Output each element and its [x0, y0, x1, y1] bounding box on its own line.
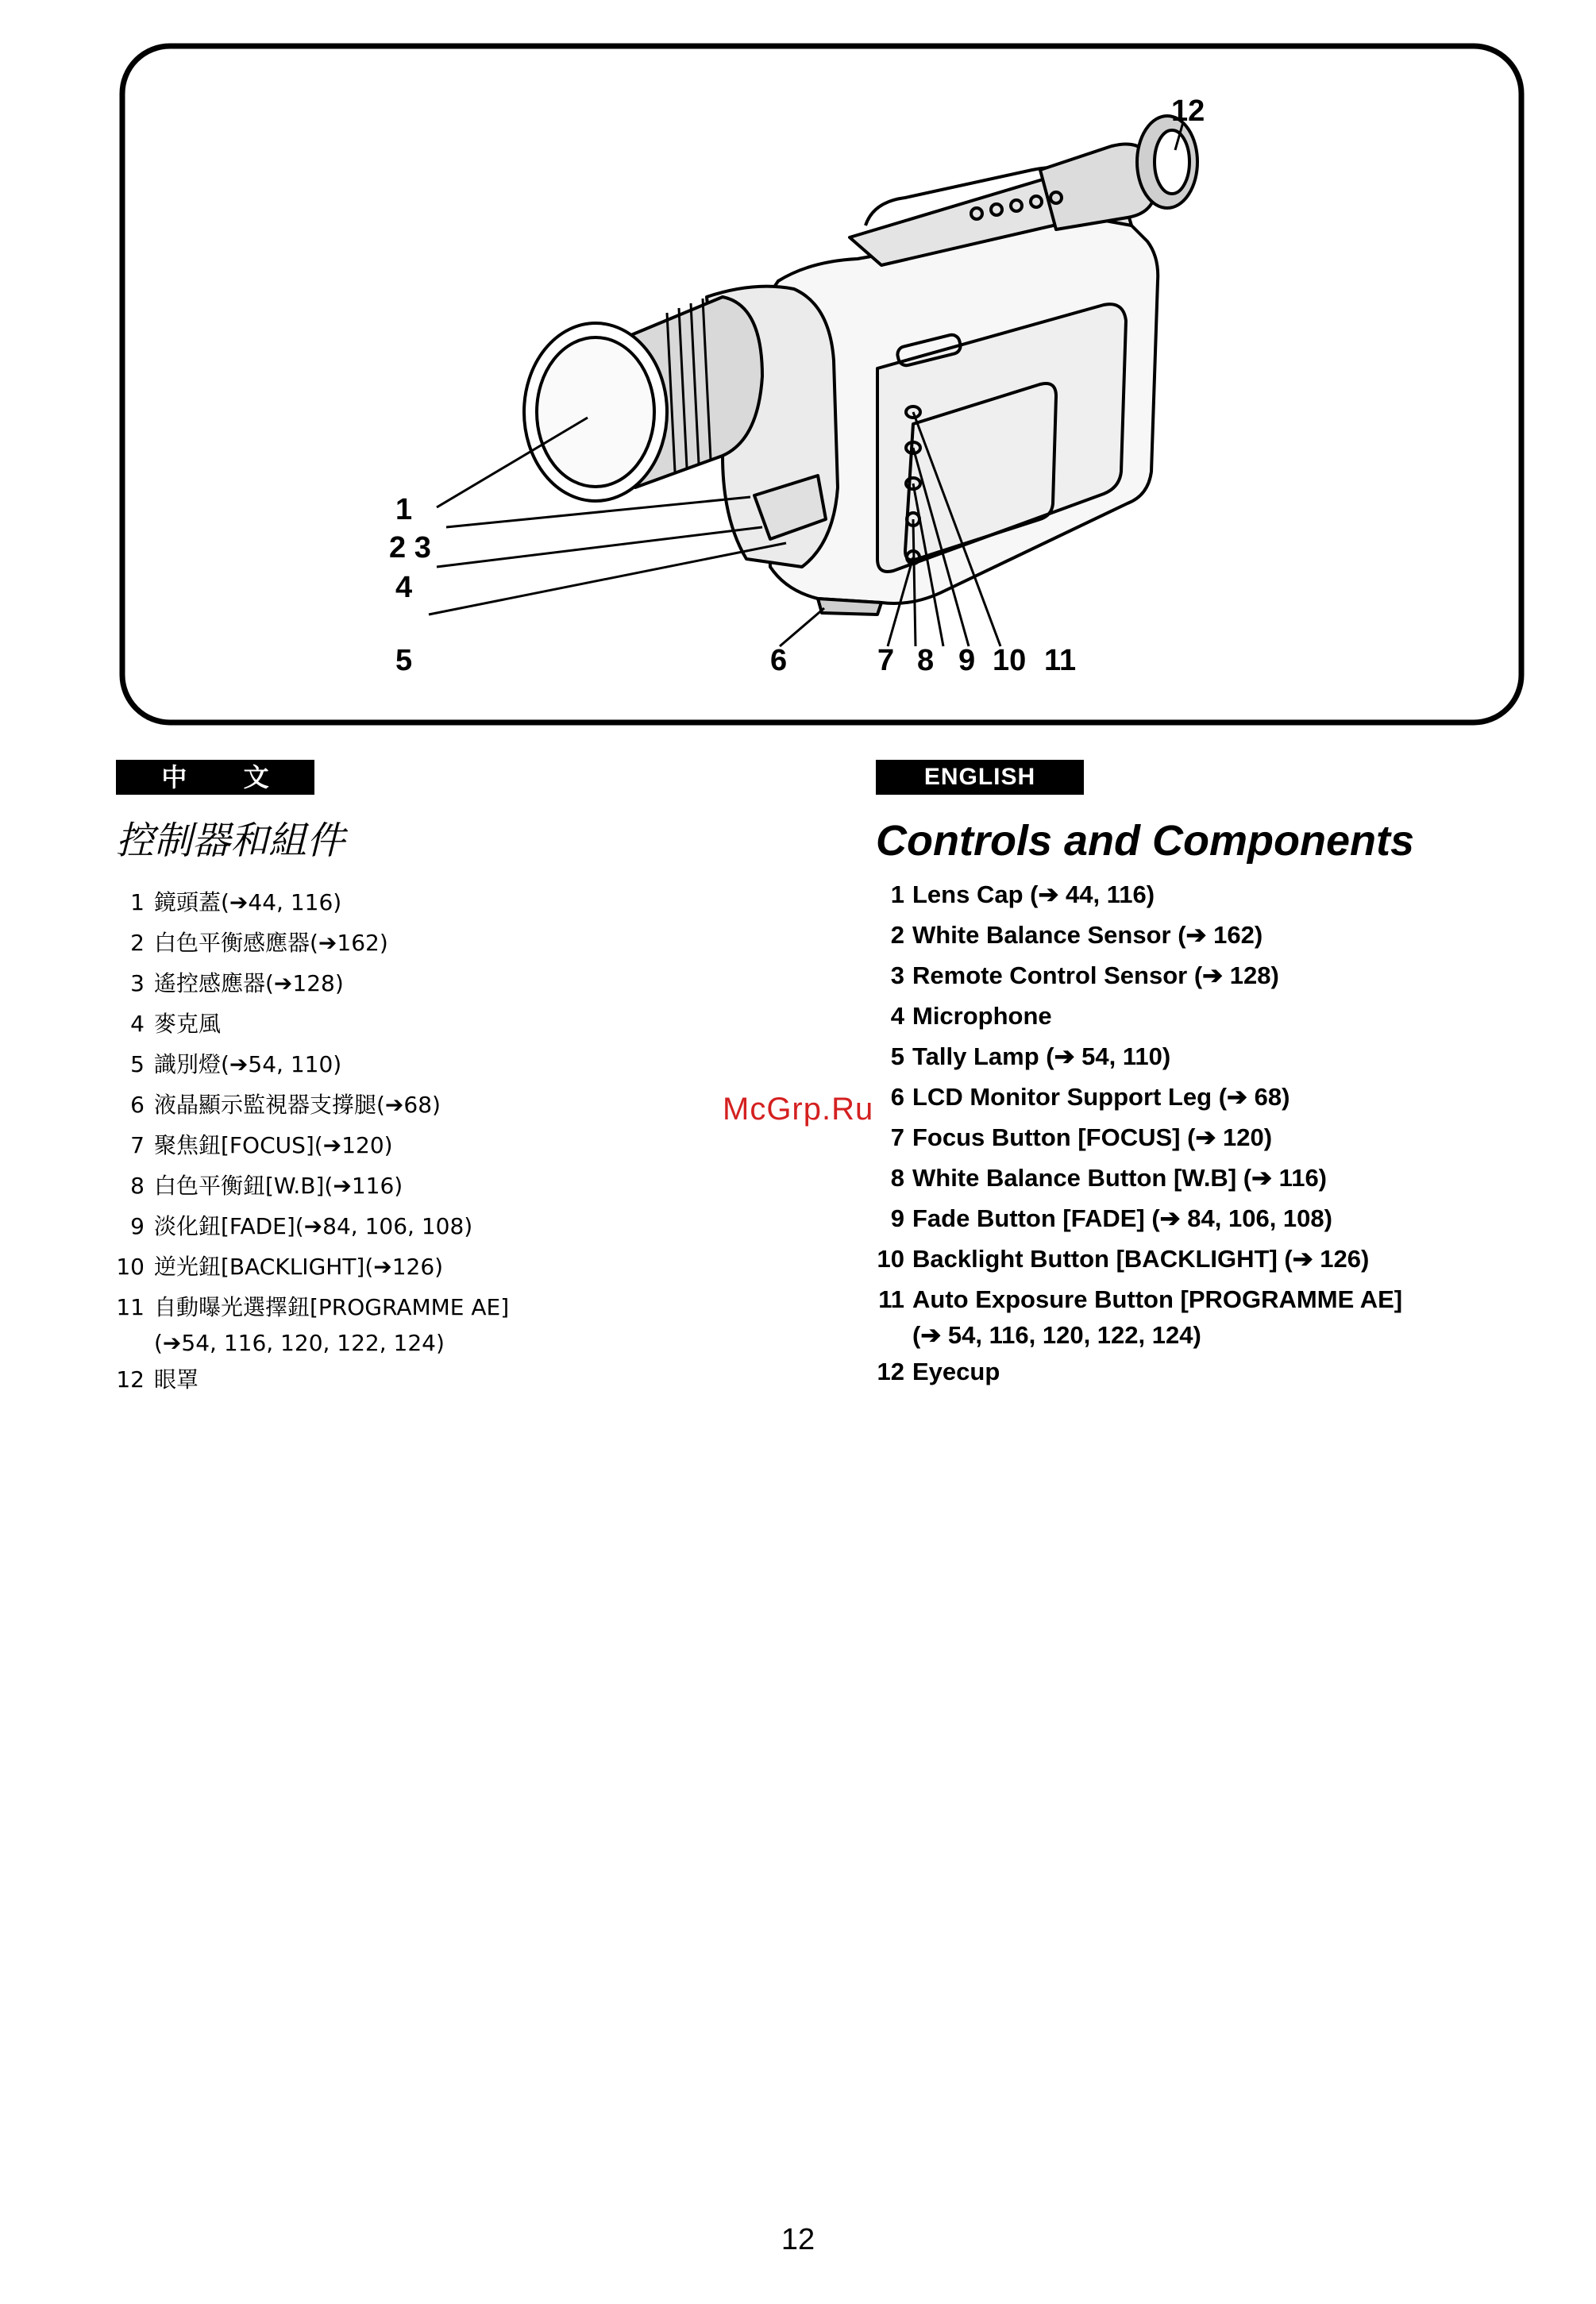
- list-item: [116, 1287, 688, 1359]
- callout-12: 12: [1171, 94, 1205, 128]
- callout-5: 5: [395, 644, 413, 677]
- item-text: Backlight Button [BACKLIGHT] (➔ 126): [912, 1245, 1370, 1273]
- list-item: [876, 955, 1575, 996]
- item-text: Remote Control Sensor (➔ 128): [912, 961, 1279, 989]
- list-item: [116, 882, 688, 923]
- item-number: 8: [130, 1173, 145, 1199]
- item-number: 6: [130, 1092, 145, 1118]
- item-text: Microphone: [912, 1002, 1052, 1030]
- item-number: 12: [877, 1358, 904, 1385]
- chinese-section: [116, 760, 688, 1400]
- item-text: White Balance Button [W.B] (➔ 116): [912, 1164, 1328, 1192]
- list-item: [116, 1004, 688, 1044]
- callout-2-3: 2 3: [389, 531, 431, 564]
- list-item: [116, 1246, 688, 1287]
- list-item: [116, 1165, 688, 1206]
- list-item: [876, 1077, 1575, 1117]
- item-text: 白色平衡感應器(➔162): [154, 930, 388, 956]
- item-number: 1: [130, 889, 145, 915]
- english-language-tab: ENGLISH: [876, 760, 1084, 795]
- item-text: Fade Button [FADE] (➔ 84, 106, 108): [912, 1204, 1332, 1232]
- item-text-continued: (➔ 54, 116, 120, 122, 124): [912, 1321, 1201, 1349]
- item-number: 4: [890, 1002, 904, 1030]
- item-text: 麥克風: [154, 1011, 222, 1037]
- chinese-heading: 控制器和組件: [116, 819, 345, 863]
- item-number: 10: [877, 1245, 904, 1273]
- item-number: 11: [878, 1285, 904, 1313]
- list-item: [116, 963, 688, 1004]
- list-item: [116, 1085, 688, 1125]
- list-item: [876, 996, 1575, 1036]
- callout-10: 10: [993, 644, 1027, 677]
- camcorder-figure: [119, 43, 1525, 726]
- item-text: Focus Button [FOCUS] (➔ 120): [912, 1123, 1273, 1151]
- list-item: [876, 1036, 1575, 1077]
- camcorder-body: [524, 116, 1197, 615]
- item-number: 1: [890, 880, 904, 908]
- item-text: 聚焦鈕[FOCUS](➔120): [154, 1132, 393, 1158]
- list-item: [876, 874, 1575, 915]
- item-text: 遙控感應器(➔128): [154, 970, 344, 996]
- item-text: LCD Monitor Support Leg (➔ 68): [912, 1083, 1290, 1111]
- item-number: 9: [890, 1204, 904, 1232]
- list-item: [876, 1117, 1575, 1158]
- item-number: 11: [116, 1294, 145, 1320]
- callout-11: 11: [1044, 644, 1077, 677]
- item-text: 白色平衡鈕[W.B](➔116): [154, 1173, 403, 1199]
- item-number: 10: [116, 1254, 145, 1280]
- list-item: [876, 1351, 1575, 1392]
- callout-7: 7: [877, 644, 895, 677]
- item-number: 5: [890, 1042, 904, 1070]
- callout-1: 1: [395, 493, 413, 526]
- item-number: 2: [890, 921, 904, 949]
- callout-4: 4: [395, 571, 413, 604]
- callout-8: 8: [917, 644, 935, 677]
- item-text: White Balance Sensor (➔ 162): [912, 921, 1263, 949]
- item-text: 鏡頭蓋(➔44, 116): [154, 889, 342, 915]
- item-text: 眼罩: [154, 1366, 199, 1393]
- list-item: [116, 923, 688, 963]
- english-section: [876, 760, 1575, 1392]
- item-number: 2: [130, 930, 145, 956]
- list-item: [876, 1279, 1575, 1351]
- item-text: 識別燈(➔54, 110): [154, 1051, 342, 1077]
- list-item: [876, 1158, 1575, 1198]
- item-number: 4: [130, 1011, 145, 1037]
- list-item: [116, 1044, 688, 1085]
- item-number: 3: [890, 961, 904, 989]
- item-text: Lens Cap (➔ 44, 116): [912, 880, 1155, 908]
- list-item: [876, 1239, 1575, 1279]
- item-text: 自動曝光選擇鈕[PROGRAMME AE]: [154, 1294, 510, 1320]
- list-item: [116, 1125, 688, 1165]
- list-item: [876, 915, 1575, 955]
- callout-9: 9: [958, 644, 976, 677]
- list-item: [116, 1206, 688, 1246]
- chinese-language-tab: 中 文: [116, 760, 314, 795]
- item-text: 逆光鈕[BACKLIGHT](➔126): [154, 1254, 444, 1280]
- item-number: 9: [130, 1213, 145, 1239]
- item-number: 12: [116, 1366, 145, 1393]
- item-text: 淡化鈕[FADE](➔84, 106, 108): [154, 1213, 473, 1239]
- item-text: 液晶顯示監視器支撐腿(➔68): [154, 1092, 441, 1118]
- item-number: 7: [130, 1132, 145, 1158]
- camcorder-illustration: [119, 43, 1525, 726]
- english-component-list: [876, 874, 1575, 1392]
- list-item: [876, 1198, 1575, 1239]
- item-number: 8: [890, 1164, 904, 1192]
- callout-6: 6: [770, 644, 788, 677]
- list-item: [116, 1359, 688, 1400]
- item-number: 6: [890, 1083, 904, 1111]
- item-text: Eyecup: [912, 1358, 1000, 1385]
- item-text-continued: (➔54, 116, 120, 122, 124): [154, 1330, 445, 1356]
- chinese-component-list: [116, 882, 688, 1400]
- item-number: 3: [130, 970, 145, 996]
- item-text: Tally Lamp (➔ 54, 110): [912, 1042, 1171, 1070]
- page-number: 12: [781, 2223, 815, 2256]
- item-number: 5: [130, 1051, 145, 1077]
- item-number: 7: [890, 1123, 904, 1151]
- english-heading: Controls and Components: [876, 817, 1414, 865]
- watermark: McGrp.Ru: [723, 1092, 874, 1127]
- item-text: Auto Exposure Button [PROGRAMME AE]: [912, 1285, 1403, 1313]
